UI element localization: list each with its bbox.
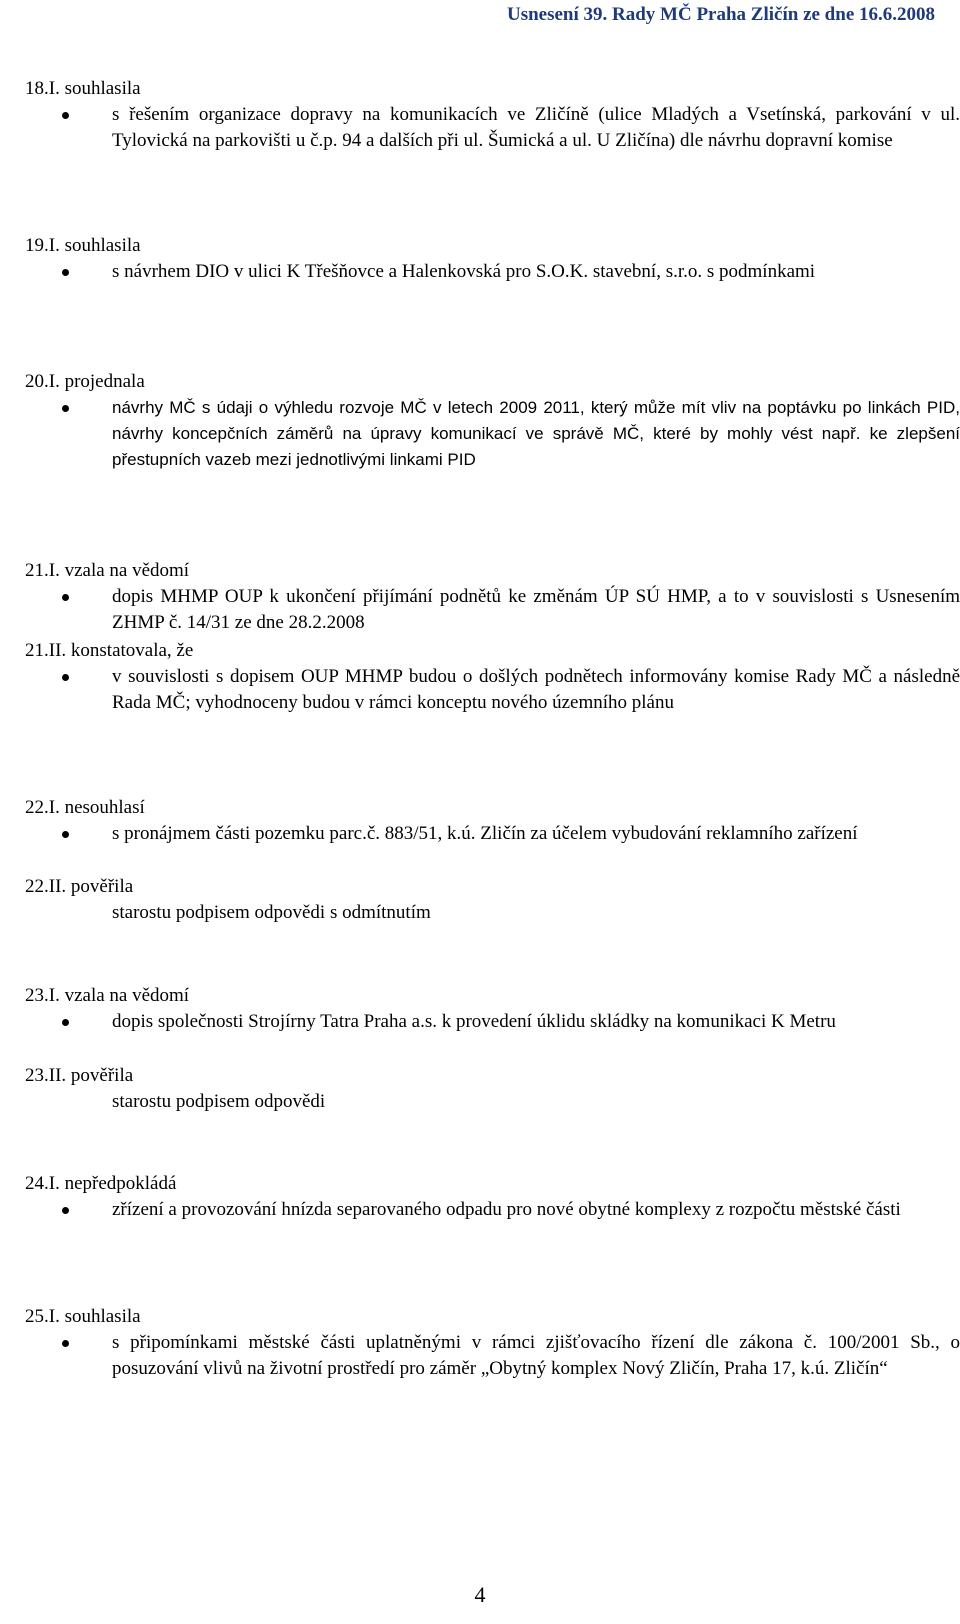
resolution-text: návrhy MČ s údaji o výhledu rozvoje MČ v letech 2009 2011, který může mít vliv na poptávku po linkách PID, návrhy koncepčních záměrů na úpravy komunikací ve správě MČ, které by mohly vést např. ke zlepšení přestupních vazeb mezi jednotlivými linkami PID — [112, 398, 960, 469]
resolution-text: s připomínkami městské části uplatněnými v rámci zjišťovacího řízení dle zákona č. 100/2001 Sb., o posuzování vlivů na životní prostředí pro záměr „Obytný komplex Nový Zličín, Praha 17, k.ú. Zličín“ — [112, 1332, 960, 1379]
resolution-item — [112, 395, 960, 473]
resolution-21-1 — [25, 558, 960, 636]
resolution-text: starostu podpisem odpovědi — [112, 1091, 326, 1112]
resolution-22-2 — [25, 874, 935, 926]
resolution-text: zřízení a provozování hnízda separovaného odpadu pro nové obytné komplexy z rozpočtu městské části — [112, 1199, 901, 1220]
bullet-icon — [62, 269, 69, 276]
resolution-text: v souvislosti s dopisem OUP MHMP budou o došlých podnětech informovány komise Rady MČ a následně Rada MČ; vyhodnoceny budou v rámci konceptu nového územního plánu — [112, 666, 960, 713]
resolution-heading: 22.I. nesouhlasí — [25, 797, 145, 818]
resolution-item — [112, 664, 960, 716]
resolution-heading: 21.I. vzala na vědomí — [25, 560, 190, 581]
bullet-icon — [62, 831, 69, 838]
resolution-heading: 24.I. nepředpokládá — [25, 1173, 177, 1194]
resolution-text: s řešením organizace dopravy na komunikacích ve Zličíně (ulice Mladých a Vsetínská, parkování v ul. Tylovická na parkovišti u č.p. 94 a dalších při ul. Šumická a ul. U Zličína) dle návrhu dopravní komise — [112, 104, 960, 151]
bullet-icon — [62, 674, 69, 681]
resolution-24-1 — [25, 1171, 935, 1223]
bullet-icon — [62, 594, 69, 601]
resolution-heading: 23.I. vzala na vědomí — [25, 985, 190, 1006]
resolution-item — [112, 102, 960, 154]
resolution-heading: 20.I. projednala — [25, 371, 145, 392]
resolution-heading: 21.II. konstatovala, že — [25, 640, 194, 661]
resolution-heading: 25.I. souhlasila — [25, 1306, 141, 1327]
resolution-item — [112, 821, 960, 847]
bullet-icon — [62, 1340, 69, 1347]
resolution-20-1 — [25, 369, 960, 473]
resolution-21-2 — [25, 638, 960, 716]
resolution-item — [112, 584, 960, 636]
resolution-heading: 23.II. pověřila — [25, 1065, 134, 1086]
resolution-23-2 — [25, 1063, 935, 1115]
resolution-heading: 22.II. pověřila — [25, 876, 134, 897]
page-header: Usnesení 39. Rady MČ Praha Zličín ze dne 16.6.2008 — [506, 4, 935, 25]
resolution-item — [112, 1330, 960, 1382]
page-number: 4 — [474, 1582, 486, 1607]
resolution-18-1 — [25, 76, 960, 154]
resolution-heading: 19.I. souhlasila — [25, 235, 141, 256]
resolution-text: s návrhem DIO v ulici K Třešňovce a Halenkovská pro S.O.K. stavební, s.r.o. s podmínkami — [112, 261, 816, 282]
resolution-text: starostu podpisem odpovědi s odmítnutím — [112, 902, 431, 923]
resolution-text: s pronájmem části pozemku parc.č. 883/51, k.ú. Zličín za účelem vybudování reklamního zařízení — [112, 823, 858, 844]
resolution-heading: 18.I. souhlasila — [25, 78, 141, 99]
bullet-icon — [62, 112, 69, 119]
resolution-item — [112, 259, 960, 285]
resolution-23-1 — [25, 983, 935, 1035]
resolution-text: dopis společnosti Strojírny Tatra Praha a.s. k provedení úklidu skládky na komunikaci K Metru — [112, 1011, 836, 1032]
resolution-text: dopis MHMP OUP k ukončení přijímání podnětů ke změnám ÚP SÚ HMP, a to v souvislosti s Usnesením ZHMP č. 14/31 ze dne 28.2.2008 — [112, 586, 960, 633]
resolution-19-1 — [25, 233, 935, 285]
resolution-item — [112, 1009, 960, 1035]
bullet-icon — [62, 405, 69, 412]
bullet-icon — [62, 1019, 69, 1026]
resolution-25-1 — [25, 1304, 960, 1382]
resolution-22-1 — [25, 795, 935, 847]
resolution-item — [112, 1197, 960, 1223]
bullet-icon — [62, 1207, 69, 1214]
